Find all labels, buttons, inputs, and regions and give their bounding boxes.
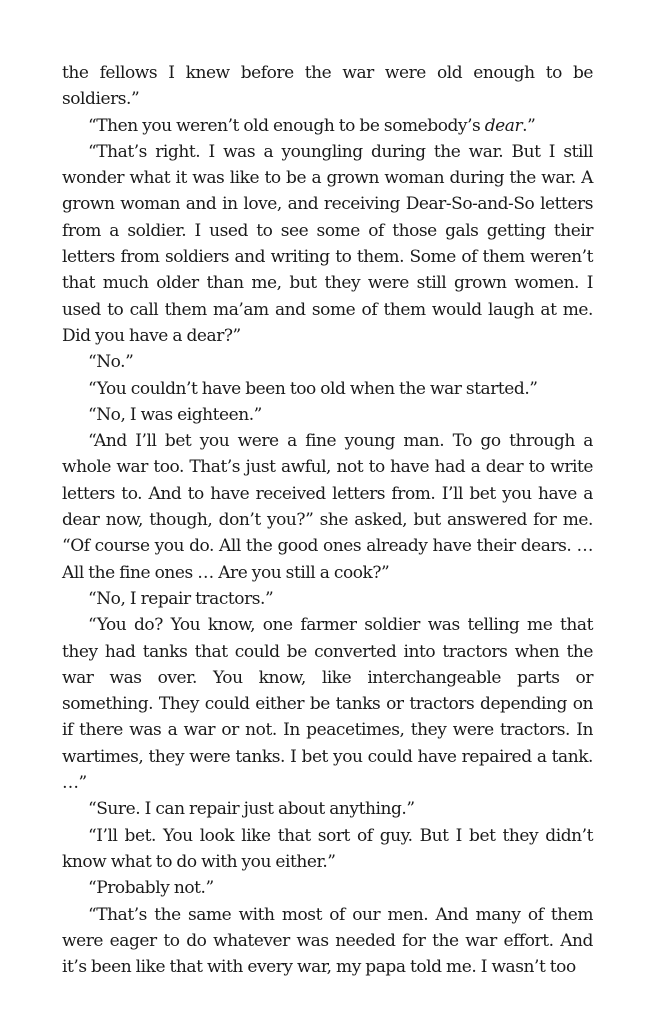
paragraph: “And I’ll bet you were a fine young man. To go through a whole war too. That’s just awful, not to have had a dear to write letters to. And to have received letters from. I’ll bet you have a dear now, though, don’t you?” she asked, but answered for me. “Of course you do. All the good ones already have their dears. … All the fine ones … Are you still a cook?” xyxy=(62,431,593,583)
paragraph: “You couldn’t have been too old when the war started.” xyxy=(88,378,538,399)
paragraph: “That’s the same with most of our men. And many of them were eager to do whatever was needed for the war effort. And it’s been like that with every war, my papa told me. I wasn’t too xyxy=(62,904,593,978)
paragraph-text: “Then you weren’t old enough to be somebody’s xyxy=(88,115,485,136)
book-page xyxy=(62,60,593,980)
paragraph: “That’s right. I was a youngling during the war. But I still wonder what it was like to be a grown woman during the war. A grown woman and in love, and receiving Dear-So-and-So letters from a soldier. I used to see some of those gals getting their letters from soldiers and writing to them. Some of them weren’t that much older than me, but they were still grown women. I used to call them ma’am and some of them would laugh at me. Did you have a dear?” xyxy=(62,141,593,346)
paragraph: “Sure. I can repair just about anything.” xyxy=(88,799,415,820)
paragraph: “No, I was eighteen.” xyxy=(88,404,262,425)
paragraph: “I’ll bet. You look like that sort of guy. But I bet they didn’t know what to do with you either.” xyxy=(62,825,593,872)
paragraph: “You do? You know, one farmer soldier was telling me that they had tanks that could be converted into tractors when the war was over. You know, like interchangeable parts or something. They could either be tanks or tractors depending on if there was a war or not. In peacetimes, they were tractors. In wartimes, they were tanks. I bet you could have repaired a tank. …” xyxy=(62,615,593,794)
paragraph: “Probably not.” xyxy=(88,878,214,899)
paragraph: “No, I repair tractors.” xyxy=(88,588,274,609)
paragraph: the fellows I knew before the war were old enough to be soldiers.” xyxy=(62,63,593,110)
paragraph: “No.” xyxy=(88,352,134,373)
paragraph xyxy=(62,113,593,139)
paragraph-text: .” xyxy=(522,115,536,136)
emphasis-text: dear xyxy=(484,115,523,136)
